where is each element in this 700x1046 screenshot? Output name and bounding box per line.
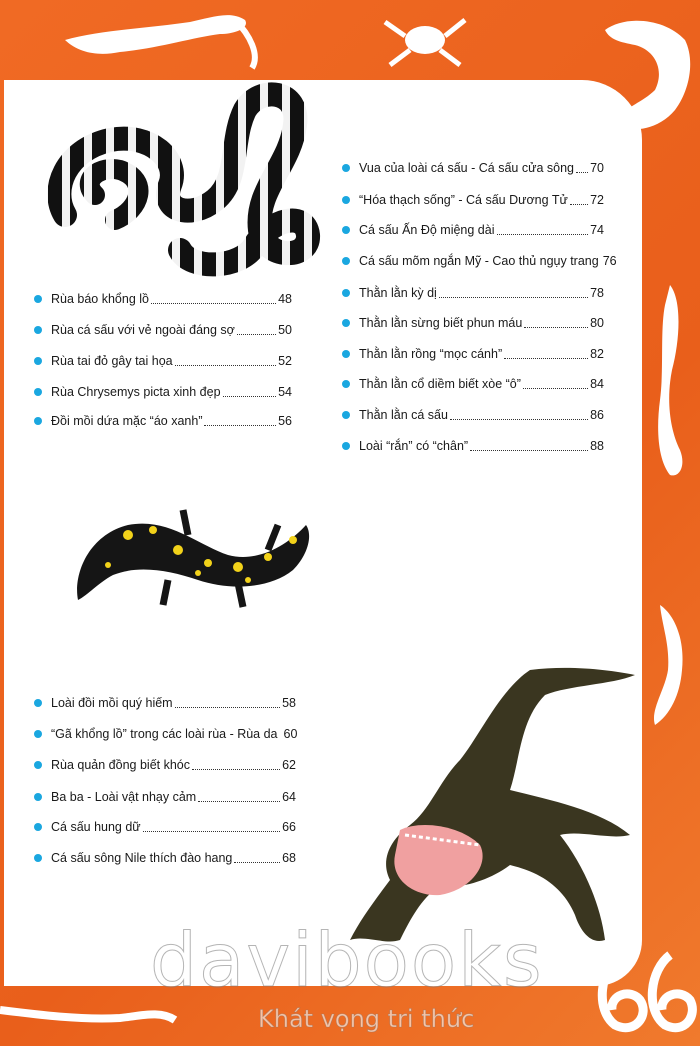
toc-page: 62 xyxy=(282,758,296,772)
leader-dots xyxy=(470,450,588,451)
toc-page: 70 xyxy=(590,161,604,175)
toc-title: “Gã khổng lồ” trong các loài rùa - Rùa da xyxy=(51,727,278,741)
toc-entry[interactable] xyxy=(34,723,296,745)
leader-dots xyxy=(570,204,588,205)
toc-entry[interactable] xyxy=(342,282,604,304)
watermark-slogan: Khát vọng tri thức xyxy=(258,1005,475,1033)
leader-dots xyxy=(504,358,588,359)
bullet-icon xyxy=(342,226,350,234)
toc-entry[interactable] xyxy=(34,692,296,714)
toc-entry[interactable] xyxy=(34,350,292,372)
toc-title: Loài “rắn” có “chân” xyxy=(359,439,469,453)
toc-entry[interactable] xyxy=(34,786,296,808)
toc-entry[interactable] xyxy=(342,343,604,365)
toc-entry[interactable] xyxy=(342,219,604,241)
bullet-icon xyxy=(34,417,42,425)
leader-dots xyxy=(151,303,276,304)
toc-title: Cá sấu hung dữ xyxy=(51,820,141,834)
toc-title: Vua của loài cá sấu - Cá sấu cửa sông xyxy=(359,161,574,175)
toc-entry[interactable] xyxy=(342,435,604,457)
toc-title: Rùa tai đỏ gây tai họa xyxy=(51,354,173,368)
toc-entry[interactable] xyxy=(342,157,604,179)
bullet-icon xyxy=(342,196,350,204)
toc-page: 76 xyxy=(602,254,617,268)
toc-title: “Hóa thạch sống” - Cá sấu Dương Tử xyxy=(359,193,568,207)
toc-page: 86 xyxy=(590,408,604,422)
toc-page: 82 xyxy=(590,347,604,361)
toc-entry[interactable] xyxy=(34,754,296,776)
bullet-icon xyxy=(34,388,42,396)
bullet-icon xyxy=(34,357,42,365)
toc-entry[interactable] xyxy=(342,373,604,395)
leader-dots xyxy=(576,172,588,173)
bullet-icon xyxy=(34,823,42,831)
toc-page: 78 xyxy=(590,286,604,300)
toc-title: Cá sấu Ấn Độ miệng dài xyxy=(359,223,495,237)
toc-entry[interactable] xyxy=(34,381,292,403)
bullet-icon xyxy=(34,761,42,769)
bullet-icon xyxy=(34,730,42,738)
leader-dots xyxy=(450,419,588,420)
toc-page: 48 xyxy=(278,292,292,306)
toc-page: 54 xyxy=(278,385,292,399)
toc-page: 66 xyxy=(282,820,296,834)
bullet-icon xyxy=(34,295,42,303)
toc-title: Rùa báo khổng lồ xyxy=(51,292,149,306)
toc-page: 68 xyxy=(282,851,296,865)
leader-dots xyxy=(497,234,589,235)
bullet-icon xyxy=(34,793,42,801)
toc-title: Thằn lằn cổ diềm biết xòe “ô” xyxy=(359,377,521,391)
leader-dots xyxy=(223,396,277,397)
leader-dots xyxy=(237,334,276,335)
snake-image xyxy=(40,70,330,285)
toc-title: Thằn lằn cá sấu xyxy=(359,408,448,422)
lizard-silhouette-top-left xyxy=(60,0,260,70)
toc-page: 56 xyxy=(278,414,292,428)
leader-dots xyxy=(439,297,588,298)
toc-title: Cá sấu mõm ngắn Mỹ - Cao thủ ngụy trang xyxy=(359,254,599,268)
toc-entry[interactable] xyxy=(342,250,617,272)
toc-entry[interactable] xyxy=(342,404,604,426)
watermark-brand: davibooks xyxy=(150,918,544,1004)
salamander-image xyxy=(68,495,318,615)
toc-page: 72 xyxy=(590,193,604,207)
toc-page: 80 xyxy=(590,316,604,330)
toc-entry[interactable] xyxy=(34,410,292,432)
bullet-icon xyxy=(342,350,350,358)
bullet-icon xyxy=(34,699,42,707)
bullet-icon xyxy=(342,257,350,265)
toc-entry[interactable] xyxy=(34,847,296,869)
toc-title: Đồi mồi dứa mặc “áo xanh” xyxy=(51,414,203,428)
toc-page: 60 xyxy=(283,727,298,741)
leader-dots xyxy=(143,831,280,832)
toc-page: 88 xyxy=(590,439,604,453)
toc-page: 58 xyxy=(282,696,296,710)
toc-title: Rùa Chrysemys picta xinh đẹp xyxy=(51,385,221,399)
lizard-silhouette-right-mid xyxy=(640,280,700,480)
leader-dots xyxy=(234,862,280,863)
toc-entry[interactable] xyxy=(342,189,604,211)
leader-dots xyxy=(523,388,588,389)
bullet-icon xyxy=(342,380,350,388)
toc-title: Loài đồi mồi quý hiếm xyxy=(51,696,173,710)
toc-title: Ba ba - Loài vật nhạy cảm xyxy=(51,790,197,804)
toc-entry[interactable] xyxy=(34,319,292,341)
toc-entry[interactable] xyxy=(342,312,604,334)
bullet-icon xyxy=(342,289,350,297)
bullet-icon xyxy=(34,854,42,862)
leader-dots xyxy=(524,327,588,328)
toc-entry[interactable] xyxy=(34,816,296,838)
frog-silhouette xyxy=(380,10,470,70)
leader-dots xyxy=(198,801,280,802)
leader-dots xyxy=(175,707,280,708)
bullet-icon xyxy=(342,164,350,172)
toc-entry[interactable] xyxy=(34,288,292,310)
leader-dots xyxy=(192,769,280,770)
toc-page: 74 xyxy=(590,223,604,237)
leader-dots xyxy=(204,425,276,426)
toc-page: 84 xyxy=(590,377,604,391)
toc-title: Thằn lằn rồng “mọc cánh” xyxy=(359,347,503,361)
toc-title: Thằn lằn sừng biết phun máu xyxy=(359,316,523,330)
bullet-icon xyxy=(342,411,350,419)
toc-title: Rùa cá sấu với vẻ ngoài đáng sợ xyxy=(51,323,235,337)
toc-page: 52 xyxy=(278,354,292,368)
bullet-icon xyxy=(342,442,350,450)
toc-title: Cá sấu sông Nile thích đào hang xyxy=(51,851,233,865)
bullet-icon xyxy=(342,319,350,327)
toc-title: Thằn lằn kỳ dị xyxy=(359,286,437,300)
toc-page: 50 xyxy=(278,323,292,337)
toc-page: 64 xyxy=(282,790,296,804)
toc-title: Rùa quản đồng biết khóc xyxy=(51,758,190,772)
bullet-icon xyxy=(34,326,42,334)
leader-dots xyxy=(175,365,276,366)
